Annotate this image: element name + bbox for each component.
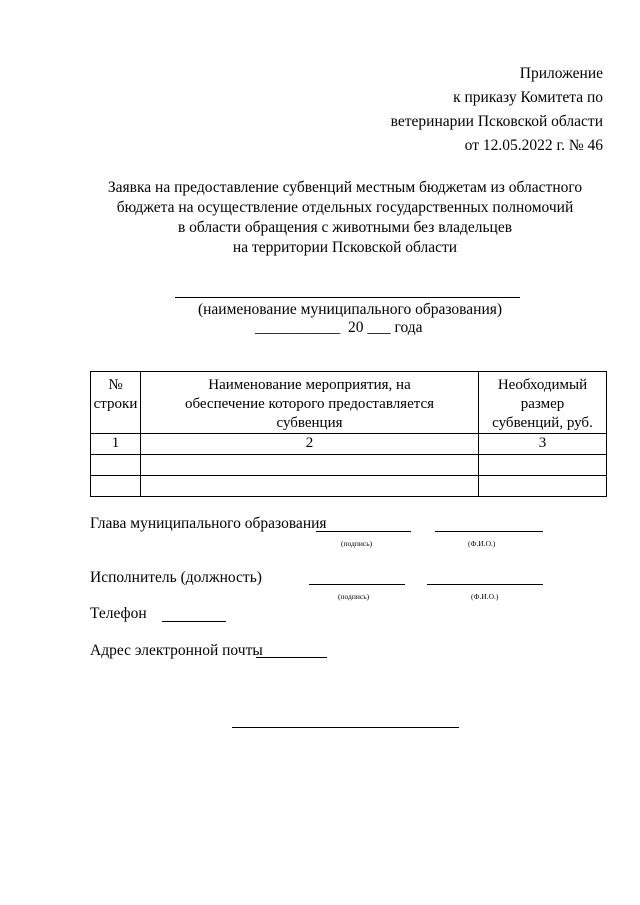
head-name-line[interactable] [435,531,543,532]
head-name-caption: (Ф.И.О.) [468,539,496,548]
numbering-cell: 1 [91,434,141,455]
col-header-amount: Необходимый размер субвенций, руб. [479,372,607,434]
committee-line: ветеринарии Псковской области [390,113,603,130]
col-header-row-number: № строки [91,372,141,434]
document-title [60,178,630,258]
title-line: Заявка на предоставление субвенций местным бюджетам из областного [107,179,583,196]
closing-divider [232,727,459,728]
executor-label: Исполнитель (должность) [90,569,262,586]
executor-signature-line[interactable] [309,584,405,585]
table-cell[interactable] [91,455,141,476]
order-line: к приказу Комитета по [453,89,603,106]
year-blank[interactable]: ___ [367,319,391,336]
appendix-line: Приложение [519,65,603,82]
table-header-row [91,372,607,434]
head-label: Глава муниципального образования [90,515,327,532]
subsidy-table [90,371,607,497]
executor-name-caption: (Ф.И.О.) [471,592,499,601]
email-label: Адрес электронной почты [90,642,263,659]
table-row [91,476,607,497]
numbering-cell: 2 [141,434,479,455]
phone-label: Телефон [90,605,147,622]
head-sign-caption: (подпись) [341,539,373,548]
executor-name-line[interactable] [427,584,543,585]
head-signature-line[interactable] [316,531,411,532]
year-line [255,318,423,338]
table-numbering-row [91,434,607,455]
table-row [91,455,607,476]
appendix-header [391,62,603,158]
numbering-cell: 3 [479,434,607,455]
table-cell[interactable] [141,476,479,497]
col-header-activity: Наименование мероприятия, на обеспечение которого предоставляется субвенция [141,372,479,434]
municipality-caption: (наименование муниципального образования) [197,301,503,318]
table-cell[interactable] [91,476,141,497]
table-cell[interactable] [479,455,607,476]
date-blank[interactable]: ___________ [255,319,341,336]
order-date-line: от 12.05.2022 г. № 46 [464,137,603,154]
title-line: на территории Псковской области [232,239,458,256]
year-suffix: года [394,319,423,336]
phone-line[interactable] [162,621,226,622]
municipality-blank-line[interactable] [175,297,520,298]
executor-sign-caption: (подпись) [338,592,370,601]
year-prefix: 20 [348,319,364,336]
title-line: в области обращения с животными без владельцев [177,219,513,236]
table-cell[interactable] [479,476,607,497]
table-cell[interactable] [141,455,479,476]
title-line: бюджета на осуществление отдельных государственных полномочий [116,199,574,216]
email-line[interactable] [256,657,327,658]
